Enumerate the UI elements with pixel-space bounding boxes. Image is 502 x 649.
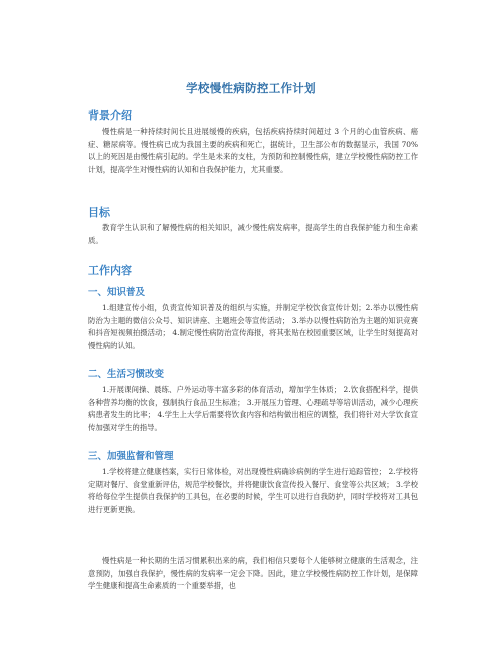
section-heading-goal: 目标 — [88, 206, 110, 219]
subheading-knowledge: 一、知识普及 — [88, 287, 146, 298]
background-paragraph: 慢性病是一种持续时间长且进展缓慢的疾病，包括疾病持续时间超过 3 个月的心血管疾病、癌症、糖尿病等。慢性病已成为我国主要的疾病和死亡，据统计，卫生部公布的数据显示，我国 70% 以上的死因是由慢性病引起的。学生是未来的支柱，为预防和控制慢性病，建立学校慢性病防控工作计划，提高学生对慢性病的认知和自我保护能力，尤其重要。 — [88, 127, 418, 174]
habits-paragraph: 1.开展课间操、晨练、户外运动等丰富多彩的体育活动，增加学生体质； 2.饮食搭配科学，提供各种营养均衡的饮食，强制执行食品卫生标准； 3.开展压力管理、心理疏导等培训活动，减少心理疾病患者发生的比率； 4.学生上大学后需要将饮食内容和结构做出相应的调整，我们将针对大学饮食宣传加强对学生的指导。 — [88, 385, 418, 432]
section-heading-background: 背景介绍 — [88, 109, 132, 122]
subheading-habits: 二、生活习惯改变 — [88, 369, 165, 380]
document-title: 学校慢性病防控工作计划 — [186, 81, 316, 95]
subheading-supervision: 三、加强监督和管理 — [88, 451, 174, 462]
knowledge-paragraph: 1.组建宣传小组，负责宣传知识普及的组织与实施，并制定学校饮食宣传计划；2.举办以慢性病防治为主题的微信公众号、知识讲座、主题班会等宣传活动； 3.举办以慢性病防治为主题的知识竞赛和抖音短视频拍摄活动； 4.制定慢性病防治宣传海报，将其张贴在校园重要区域，让学生时刻提高对慢性病的认知。 — [88, 303, 418, 350]
goal-paragraph: 教育学生认识和了解慢性病的相关知识，减少慢性病发病率，提高学生的自我保护能力和生命素质。 — [88, 223, 418, 245]
section-heading-work: 工作内容 — [88, 264, 132, 277]
supervision-paragraph: 1.学校将建立健康档案，实行日常体检，对出现慢性病确诊病例的学生进行追踪管控； 2.学校将定期对餐厅、食堂重新评估，规范学校餐饮，并将健康饮食宣传投入餐厅、食堂等公共区域； 3.学校将给每位学生提供自我保护的工具包，在必要的时候，学生可以进行自我防护，同时学校将对工具包进行更新更换。 — [88, 467, 418, 514]
conclusion-paragraph: 慢性病是一种长期的生活习惯累积出来的病，我们相信只要每个人能够树立健康的生活观念，注意预防，加强自我保护，慢性病的发病率一定会下降。因此，建立学校慢性病防控工作计划，是保障学生健康和提高生命素质的一个重要举措，也 — [88, 556, 418, 591]
